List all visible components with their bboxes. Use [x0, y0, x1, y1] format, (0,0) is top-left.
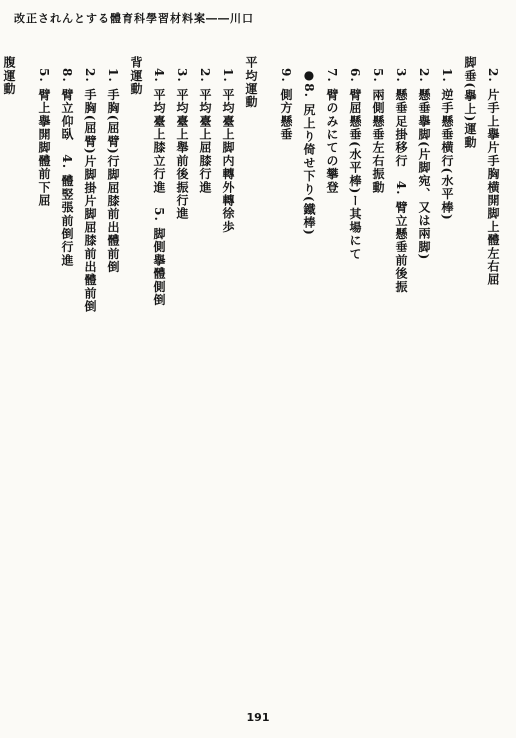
column-spacer	[20, 56, 32, 622]
exercise-item: 6. 臂屈懸垂(水平棒)ー其場にて	[348, 68, 362, 261]
section-heading: 背運動	[129, 56, 143, 96]
exercise-item: 2. 手胸(屈臂)片脚掛片脚屈膝前出體前倒	[83, 68, 97, 314]
exercise-item: 3. 懸垂足掛移行 4. 臂立懸垂前後振	[394, 68, 408, 294]
exercise-item: 2. 片手上擧片手胸横開脚上體左右屈	[486, 68, 500, 287]
exercise-item: 1. 手胸(屈臂)行脚屈膝前出體前倒	[106, 68, 120, 274]
exercise-item: 8. 臂立仰臥 4. 體竪張前倒行進	[60, 68, 74, 268]
running-header: 改正されんとする體育科學習材料案――川口	[14, 12, 254, 25]
exercise-item: 1. 平均臺上脚内轉外轉徐歩	[221, 68, 235, 234]
exercise-item: 1. 逆手懸垂横行(水平棒)	[440, 68, 454, 221]
exercise-item: 3. 平均臺上舉前後振行進	[175, 68, 189, 221]
exercise-item: 2. 懸垂擧脚(片脚宛、又は兩脚)	[417, 68, 431, 261]
page-number: 191	[246, 711, 270, 724]
column-spacer	[262, 56, 274, 622]
exercise-item: 5. 臂上擧開脚體前下屈	[37, 68, 51, 208]
exercise-item: 9. 側方懸垂	[279, 68, 293, 142]
vertical-text-body	[2, 56, 504, 622]
exercise-item: 5. 兩側懸垂左右振動	[371, 68, 385, 194]
exercise-item: 4. 平均臺上膝立行進 5. 脚側擧體側倒	[152, 68, 166, 307]
section-heading: 腹運動	[2, 56, 16, 96]
exercise-item: 7. 臂のみにての攀登	[325, 68, 339, 194]
exercise-item: ●8. 尻上り倚せ下り(鐵棒)	[302, 68, 316, 237]
exercise-item: 2. 平均臺上屈膝行進	[198, 68, 212, 194]
section-heading: 脚垂(擧上)運動	[463, 56, 477, 149]
section-heading: 平均運動	[244, 56, 258, 109]
